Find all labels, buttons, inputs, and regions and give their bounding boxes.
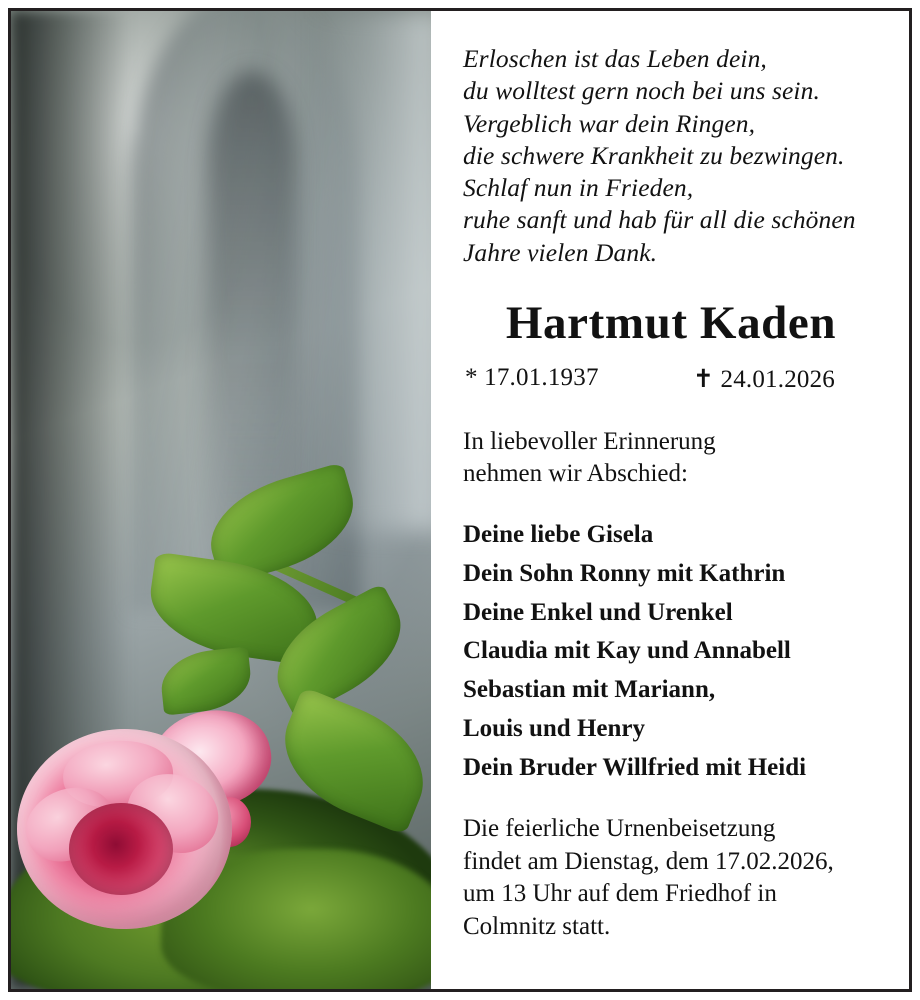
funeral-line: Die feierliche Urnenbeisetzung [463,815,776,843]
family-line: Deine liebe Gisela [463,521,654,549]
poem-line: Vergeblich war dein Ringen, [463,108,756,138]
funeral-details [463,813,883,943]
intro-line: nehmen wir Abschied: [463,460,688,488]
funeral-line: findet am Dienstag, dem 17.02.2026, [463,847,834,875]
funeral-line: Colmnitz statt. [463,912,611,940]
photo-light-haze [311,11,431,531]
family-line: Sebastian mit Mariann, [463,676,716,704]
obituary-card [8,8,912,992]
poem-line: Jahre vielen Dank. [463,237,658,267]
family-list [463,516,883,787]
memorial-poem [463,43,883,269]
poem-line: die schwere Krankheit zu bezwingen. [463,140,845,170]
poem-line: Schlaf nun in Frieden, [463,173,694,202]
family-line: Dein Sohn Ronny mit Kathrin [463,559,786,587]
family-line: Claudia mit Kay und Annabell [463,637,791,665]
farewell-intro [463,426,883,490]
family-line: Dein Bruder Willfried mit Heidi [463,753,807,781]
poem-line: Erloschen ist das Leben dein, [463,44,767,73]
obituary-text-column [431,11,909,989]
family-line: Louis und Henry [463,714,646,742]
deceased-name: Hartmut Kaden [505,296,837,349]
poem-line: ruhe sanft und hab für all die schönen [463,205,856,235]
life-dates [465,364,873,394]
rose-center [69,803,173,895]
family-line: Deine Enkel und Urenkel [463,598,733,626]
poem-line: du wolltest gern noch bei uns sein. [463,76,820,106]
birth-date: * 17.01.1937 [465,364,599,392]
rose-photo [11,11,431,989]
death-date: ✝ 24.01.2026 [692,366,835,394]
rose-bloom [17,729,232,929]
funeral-line: um 13 Uhr auf dem Friedhof in [463,880,777,908]
intro-line: In liebevoller Erinnerung [463,428,716,456]
